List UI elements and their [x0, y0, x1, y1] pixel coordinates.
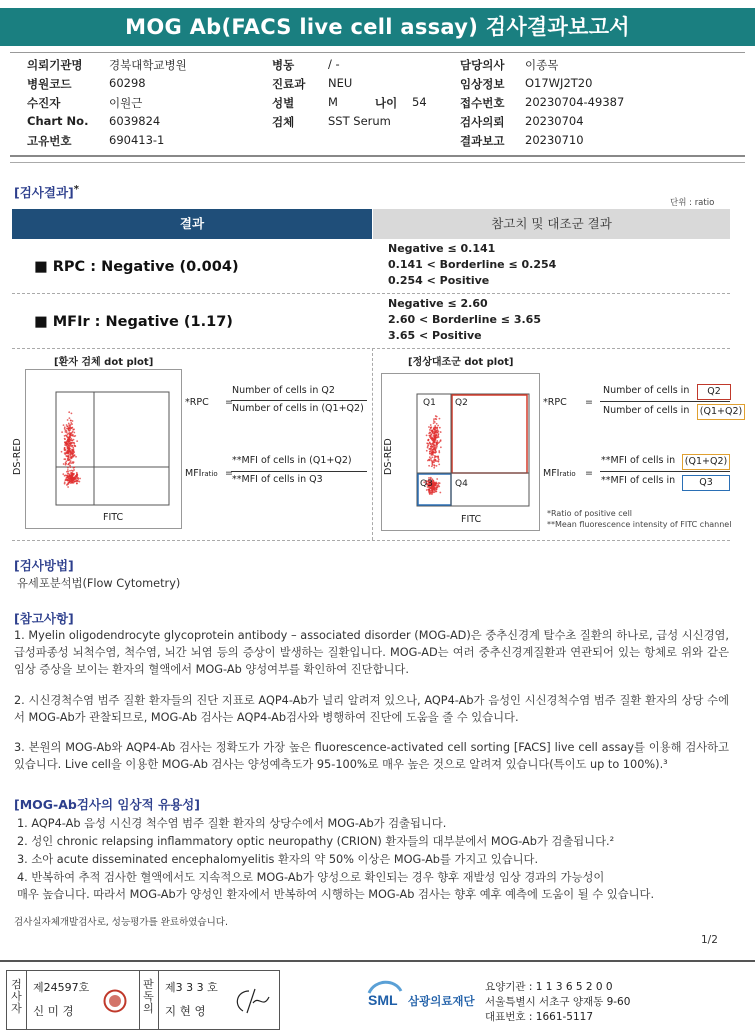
ctrl-mfi-label: MFIratio	[543, 468, 576, 479]
examiner-name: 신 미 경	[33, 1004, 74, 1018]
info-label: 임상정보	[460, 77, 505, 91]
age-label: 나이	[375, 96, 398, 110]
quadrant-q1: Q1	[423, 398, 436, 408]
row-divider	[12, 540, 730, 541]
clinical-item-3: 3. 소아 acute disseminated encephalomyelitis 환자의 약 50% 이상은 MOG-Ab를 가지고 있습니다.	[17, 853, 539, 866]
info-value: 20230710	[525, 133, 584, 147]
reference-paragraph-1: 1. Myelin oligodendrocyte glycoprotein antibody – associated disorder (MOG-AD)은 중추신경계 탈수초 질환의 하나로, 급성 시신경염,급성파종성 뇌척수염, 척수염, 뇌간 뇌염 등의 증상이 발생하는 질환입니다. MOG-AD는 여러 중추신경계질환과 연관되어 있는 항체로 위와 같은 임상 증상을 보이는 환자의 혈액에서 MOG-Ab 양성여부를 확인하여 진단합니다.	[14, 629, 729, 676]
info-label: 담당의사	[460, 58, 505, 72]
ctrl-mfi-numerator: **MFI of cells in	[601, 455, 676, 466]
footnote: 검사실자체개발검사로, 성능평가를 완료하였습니다.	[14, 917, 228, 928]
org-name: 삼광의료재단	[408, 994, 475, 1008]
ctrl-rpc-label: *RPC	[543, 397, 567, 408]
clinical-item-2: 2. 성인 chronic relapsing inflammatory optic neuropathy (CRION) 환자들의 대부분에서 MOG-Ab가 검출됩니다.²	[17, 835, 615, 848]
mfir-result: ■ MFIr : Negative (1.17)	[34, 314, 233, 330]
patient-dot-plot-svg	[26, 370, 181, 528]
rpc-numerator: Number of cells in Q2	[232, 385, 335, 396]
rpc-reference-negative: Negative ≤ 0.141	[388, 242, 496, 255]
info-label: 수진자	[27, 96, 61, 110]
quadrant-q3: Q3	[420, 479, 433, 489]
reviewer-license: 제3 3 3 호	[165, 981, 218, 994]
control-y-axis-label: DS-RED	[383, 438, 394, 475]
col-result-header: 결과	[12, 209, 372, 239]
org-code: 요양기관 : 1 1 3 6 5 2 0 0	[485, 981, 613, 993]
info-value: 이종목	[525, 58, 559, 72]
rpc-reference-positive: 0.254 < Positive	[388, 274, 490, 287]
divider	[10, 155, 745, 157]
examiner-seal	[103, 989, 127, 1013]
control-plot-title: [정상대조군 dot plot]	[408, 357, 514, 368]
ctrl-rpc-denominator: Number of cells in	[603, 405, 690, 416]
reference-heading: [참고사항]	[14, 611, 74, 626]
col-reference-header: 참고치 및 대조군 결과	[373, 209, 730, 239]
mfi-numerator: **MFI of cells in (Q1+Q2)	[232, 455, 352, 466]
info-value: NEU	[328, 76, 353, 90]
info-value: 20230704	[525, 114, 584, 128]
info-label: 병동	[272, 58, 295, 72]
page-number: 1/2	[701, 934, 718, 946]
info-label: 검사의뢰	[460, 115, 505, 129]
info-value: SST Serum	[328, 114, 391, 128]
ctrl-mfi-num-box: (Q1+Q2)	[682, 454, 730, 470]
mfi-formula-label: MFIratio	[185, 468, 218, 479]
info-value: M	[328, 95, 338, 109]
info-label: 결과보고	[460, 134, 505, 148]
clinical-heading: [MOG-Ab검사의 임상적 유용성]	[14, 797, 200, 812]
control-x-axis-label: FITC	[461, 514, 482, 525]
quadrant-q4: Q4	[455, 479, 468, 489]
reference-paragraph-3: 3. 본원의 MOG-Ab와 AQP4-Ab 검사는 정확도가 가장 높은 fluorescence-activated cell sorting [FACS] live cell assay를 이용해 검사하고 있습니다. Live cell을 이용한 MOG-Ab 검사는 양성예측도가 95-100%로 매우 높은 것으로 알려져 있습니다(특이도 up to 100%).³	[14, 741, 729, 771]
info-label: 성별	[272, 96, 295, 110]
info-value: 60298	[109, 76, 146, 90]
divider	[10, 162, 745, 163]
info-label: 접수번호	[460, 96, 505, 110]
org-phone: 대표번호 : 1661-5117	[485, 1011, 594, 1023]
rpc-result: ■ RPC : Negative (0.004)	[34, 259, 239, 275]
info-label: 병원코드	[27, 77, 72, 91]
sml-logo-icon	[365, 977, 405, 1015]
info-label: 고유번호	[27, 134, 72, 148]
ctrl-rpc-den-box: (Q1+Q2)	[697, 404, 745, 420]
row-divider	[12, 293, 730, 294]
examiner-cell	[27, 971, 140, 1029]
results-heading: [검사결과]*	[14, 183, 79, 200]
mfi-denominator: **MFI of cells in Q3	[232, 474, 323, 485]
method-text: 유세포분석법(Flow Cytometry)	[17, 577, 181, 590]
note-mfi: **Mean fluorescence intensity of FITC channel	[547, 520, 732, 529]
reviewer-label: 판 독 의	[139, 971, 159, 1029]
info-value: 6039824	[109, 114, 161, 128]
reference-paragraph-2: 2. 시신경척수염 범주 질환 환자들의 진단 지표로 AQP4-Ab가 널리 알려져 있으나, AQP4-Ab가 음성인 시신경척수염 범주 질환 환자의 상당 수에서 MOG-Ab가 관찰되므로, MOG-Ab 검사는 AQP4-Ab검사와 병행하여 진단에 도움을 줄 수 있습니다.	[14, 694, 729, 724]
examiner-label: 검 사 자	[7, 971, 27, 1029]
info-value: 경북대학교병원	[109, 58, 187, 72]
ctrl-mfi-den-box: Q3	[682, 475, 730, 491]
sml-logo	[365, 977, 405, 1015]
control-dot-plot	[381, 373, 540, 531]
examiner-license: 제24597호	[33, 981, 90, 994]
ctrl-rpc-num-box: Q2	[697, 384, 731, 400]
clinical-item-4: 4. 반복하여 추적 검사한 혈액에서도 지속적으로 MOG-Ab가 양성으로 확인되는 경우 향후 재발성 임상 경과의 가능성이	[17, 871, 605, 884]
unit-label: 단위 : ratio	[670, 198, 715, 208]
info-label: Chart No.	[27, 114, 89, 128]
ctrl-rpc-numerator: Number of cells in	[603, 385, 690, 396]
mfir-reference-positive: 3.65 < Positive	[388, 329, 482, 342]
info-label: 진료과	[272, 77, 306, 91]
logo-text: SML	[368, 992, 398, 1008]
reviewer-signature	[229, 985, 273, 1017]
info-value: / -	[328, 57, 340, 71]
age-value: 54	[412, 95, 427, 109]
info-value: 690413-1	[109, 133, 165, 147]
patient-y-axis-label: DS-RED	[12, 438, 23, 475]
info-value: 20230704-49387	[525, 95, 625, 109]
reviewer-cell	[159, 971, 279, 1029]
mfir-reference-negative: Negative ≤ 2.60	[388, 297, 488, 310]
divider	[10, 52, 745, 53]
signature-block	[6, 970, 280, 1030]
info-value: 이원근	[109, 96, 143, 110]
org-address: 서울특별시 서초구 양재동 9-60	[485, 996, 631, 1008]
method-heading: [검사방법]	[14, 558, 74, 573]
plot-divider	[372, 348, 373, 540]
ctrl-mfi-denominator: **MFI of cells in	[601, 475, 676, 486]
info-label: 의뢰기관명	[27, 58, 83, 72]
control-dot-plot-svg	[382, 374, 539, 530]
quadrant-q2: Q2	[455, 398, 468, 408]
reviewer-name: 지 현 영	[165, 1004, 206, 1018]
patient-plot-title: [환자 검체 dot plot]	[54, 357, 154, 368]
patient-x-axis-label: FITC	[103, 512, 124, 523]
info-label: 검체	[272, 115, 295, 129]
row-divider	[12, 348, 730, 349]
rpc-denominator: Number of cells in (Q1+Q2)	[232, 403, 364, 414]
clinical-item-4-cont: 매우 높습니다. 따라서 MOG-Ab가 양성인 환자에서 반복하여 시행하는 MOG-Ab 검사는 향후 예후 예측에 도움이 될 수 있습니다.	[17, 888, 655, 901]
mfir-reference-borderline: 2.60 < Borderline ≤ 3.65	[388, 313, 541, 326]
info-value: O17WJ2T20	[525, 76, 593, 90]
rpc-formula-label: *RPC	[185, 397, 209, 408]
rpc-reference-borderline: 0.141 < Borderline ≤ 0.254	[388, 258, 557, 271]
note-ratio: *Ratio of positive cell	[547, 509, 633, 518]
report-title: MOG Ab(FACS live cell assay) 검사결과보고서	[0, 8, 755, 46]
clinical-item-1: 1. AQP4-Ab 음성 시신경 척수염 범주 질환 환자의 상당수에서 MOG-Ab가 검출됩니다.	[17, 817, 447, 830]
patient-dot-plot	[25, 369, 182, 529]
